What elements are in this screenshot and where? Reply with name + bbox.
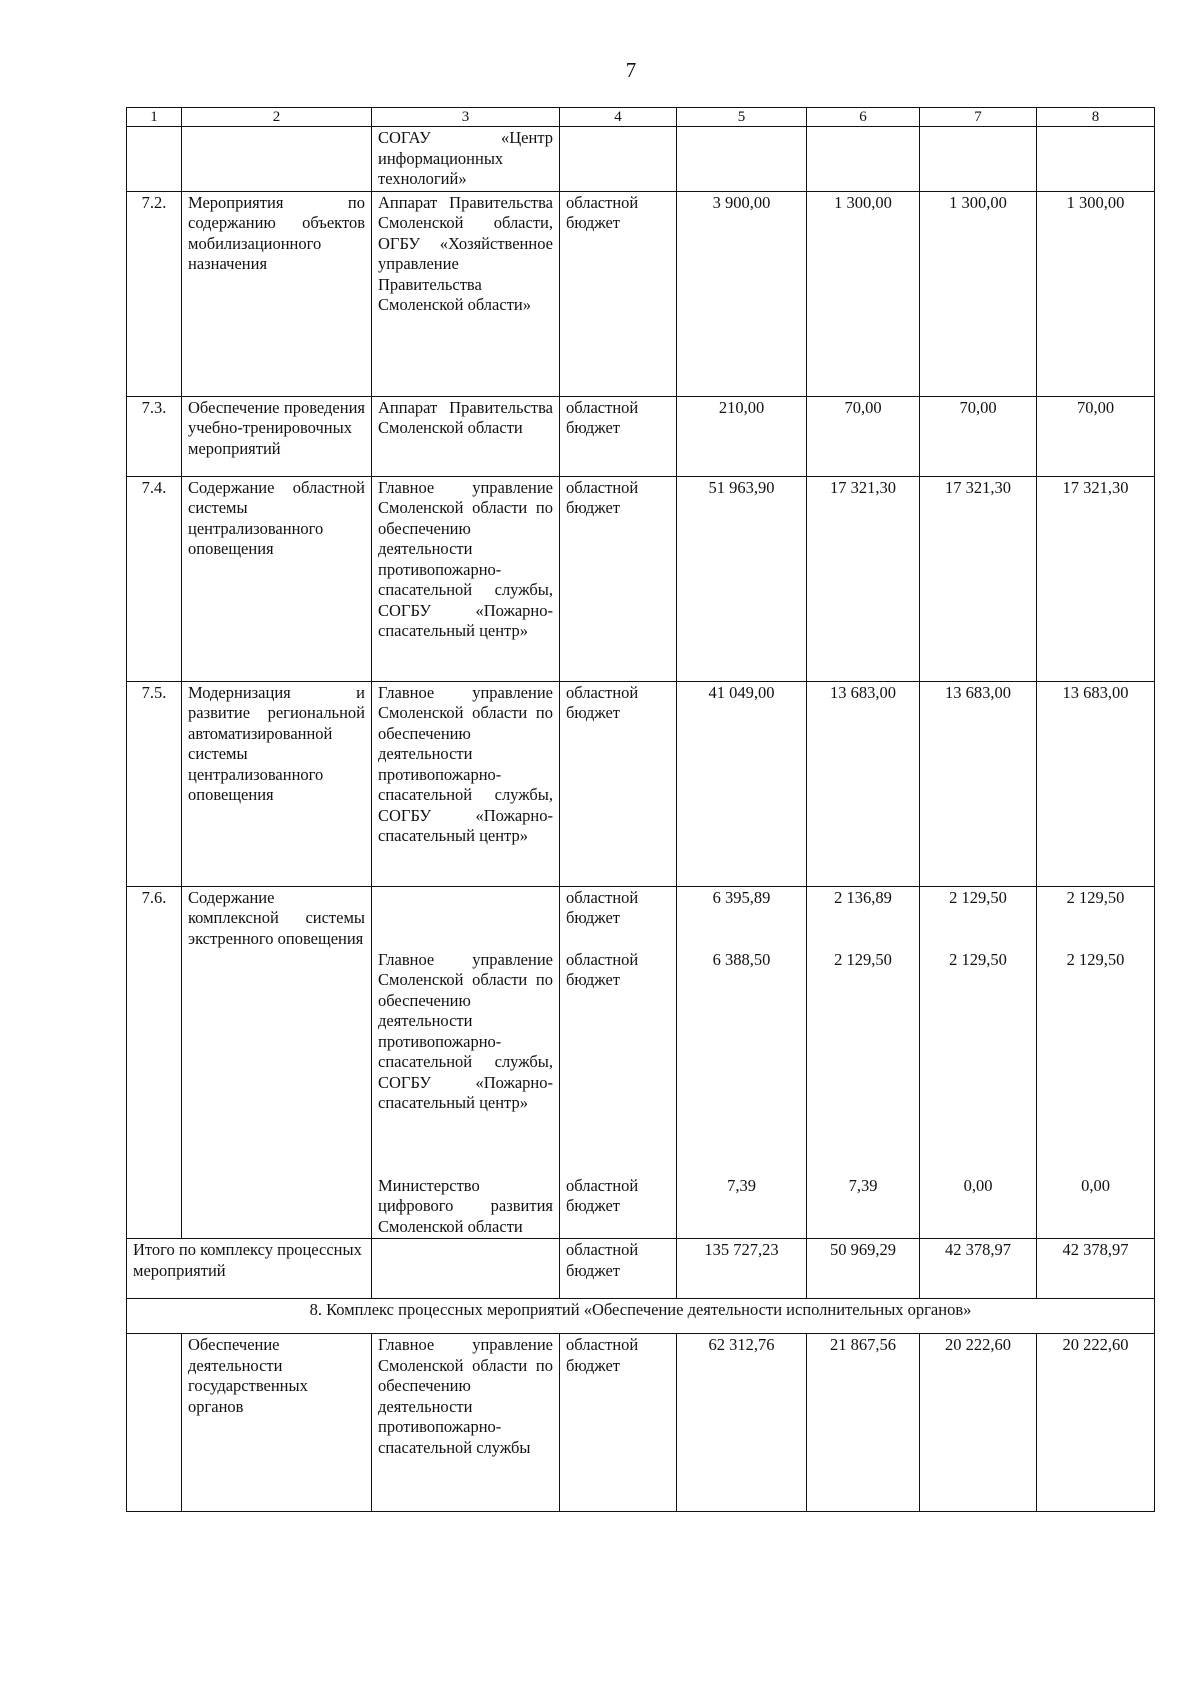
column-number-4: 4 (560, 108, 677, 127)
amount-year-3: 20 222,60 (1037, 1334, 1155, 1512)
executor-sub-1 (378, 888, 553, 950)
amount-year-2-sub-3: 0,00 (963, 1175, 993, 1195)
amount-year-2-sub-1: 2 129,50 (949, 887, 1007, 907)
amount-year-3: 17 321,30 (1037, 476, 1155, 681)
total-executor-empty (372, 1239, 560, 1299)
executor: Главное управление Смоленской области по обеспечению деятельности противопожарно-спасательной службы, СОГБУ «Пожарно-спасательный центр» (372, 476, 560, 681)
amount-year-1: 21 867,56 (807, 1334, 920, 1512)
activity-name: Содержание областной системы централизованного оповещения (182, 476, 372, 681)
column-number-2: 2 (182, 108, 372, 127)
funding-source-sub-2: областной бюджет (566, 949, 639, 989)
funding-source-sub-1: областной бюджет (566, 887, 639, 927)
table-row (127, 886, 1155, 1239)
amount-total: 41 049,00 (677, 681, 807, 886)
total-funding-source: областной бюджет (560, 1239, 677, 1299)
section-title: 8. Комплекс процессных мероприятий «Обеспечение деятельности исполнительных органов» (127, 1299, 1155, 1334)
amount-year-2 (920, 127, 1037, 192)
amount-year-1-sub-1: 2 136,89 (834, 887, 892, 907)
activity-name: Мероприятия по содержанию объектов мобилизационного назначения (182, 191, 372, 396)
amount-year-1: 17 321,30 (807, 476, 920, 681)
total-row (127, 1239, 1155, 1299)
amount-year-1-sub-3: 7,39 (848, 1175, 878, 1195)
amount-year-2: 17 321,30 (920, 476, 1037, 681)
column-number-6: 6 (807, 108, 920, 127)
amount-total: 62 312,76 (677, 1334, 807, 1512)
amount-total: 3 900,00 (677, 191, 807, 396)
amount-year-2: 70,00 (920, 396, 1037, 476)
row-number: 7.2. (127, 191, 182, 396)
column-number-1: 1 (127, 108, 182, 127)
executor-cell (372, 886, 560, 1239)
amount-year-1-cell (807, 886, 920, 1239)
table-row (127, 396, 1155, 476)
executor: СОГАУ «Центр информационных технологий» (372, 127, 560, 192)
amount-year-1 (807, 127, 920, 192)
amount-year-3-sub-3: 0,00 (1081, 1175, 1110, 1195)
total-year-1: 50 969,29 (807, 1239, 920, 1299)
funding-source: областной бюджет (560, 191, 677, 396)
section-heading-row (127, 1299, 1155, 1334)
executor: Аппарат Правительства Смоленской области, ОГБУ «Хозяйственное управление Правительства Смоленской области» (372, 191, 560, 396)
amount-year-3-cell (1037, 886, 1155, 1239)
funding-source: областной бюджет (560, 1334, 677, 1512)
executor-sub-2: Главное управление Смоленской области по обеспечению деятельности противопожарно-спасательной службы, СОГБУ «Пожарно-спасательный центр» (378, 949, 553, 1112)
activity-name: Содержание комплексной системы экстренного оповещения (182, 886, 372, 1239)
table-row (127, 191, 1155, 396)
row-number: 7.4. (127, 476, 182, 681)
amount-total (677, 127, 807, 192)
activity-name: Модернизация и развитие региональной автоматизированной системы централизованного оповещения (182, 681, 372, 886)
amount-year-2: 13 683,00 (920, 681, 1037, 886)
total-year-3: 42 378,97 (1037, 1239, 1155, 1299)
executor-sub-3: Министерство цифрового развития Смоленской области (378, 1175, 553, 1236)
activity-name (182, 127, 372, 192)
executor: Главное управление Смоленской области по обеспечению деятельности противопожарно-спасательной службы, СОГБУ «Пожарно-спасательный центр» (372, 681, 560, 886)
funding-source: областной бюджет (560, 681, 677, 886)
row-number: 7.5. (127, 681, 182, 886)
row-number: 7.6. (127, 886, 182, 1239)
funding-source (560, 127, 677, 192)
executor: Главное управление Смоленской области по обеспечению деятельности противопожарно-спасательной службы (372, 1334, 560, 1512)
funding-source: областной бюджет (560, 476, 677, 681)
amount-year-1: 13 683,00 (807, 681, 920, 886)
total-label: Итого по комплексу процессных мероприятий (127, 1239, 372, 1299)
amount-year-3-sub-2: 2 129,50 (1066, 949, 1125, 969)
funding-source: областной бюджет (560, 396, 677, 476)
funding-source-sub-3: областной бюджет (566, 1175, 639, 1215)
table-row (127, 127, 1155, 192)
amount-year-3 (1037, 127, 1155, 192)
amount-total-cell (677, 886, 807, 1239)
amount-year-2: 1 300,00 (920, 191, 1037, 396)
amount-year-1: 70,00 (807, 396, 920, 476)
amount-total-sub-3: 7,39 (727, 1175, 756, 1195)
amount-year-3: 13 683,00 (1037, 681, 1155, 886)
amount-total-sub-1: 6 395,89 (712, 887, 771, 907)
budget-table (126, 107, 1155, 1512)
funding-source-cell (560, 886, 677, 1239)
amount-total: 210,00 (677, 396, 807, 476)
activity-name: Обеспечение проведения учебно-тренировочных мероприятий (182, 396, 372, 476)
table-row (127, 681, 1155, 886)
column-number-8: 8 (1037, 108, 1155, 127)
amount-year-3-sub-1: 2 129,50 (1066, 887, 1125, 907)
row-number: 7.3. (127, 396, 182, 476)
column-number-5: 5 (677, 108, 807, 127)
row-number (127, 127, 182, 192)
table-row (127, 476, 1155, 681)
activity-name: Обеспечение деятельности государственных органов (182, 1334, 372, 1512)
amount-year-1-sub-2: 2 129,50 (834, 949, 892, 969)
executor: Аппарат Правительства Смоленской области (372, 396, 560, 476)
amount-year-2-cell (920, 886, 1037, 1239)
column-number-7: 7 (920, 108, 1037, 127)
amount-year-2: 20 222,60 (920, 1334, 1037, 1512)
amount-total: 51 963,90 (677, 476, 807, 681)
amount-year-2-sub-2: 2 129,50 (949, 949, 1007, 969)
column-number-3: 3 (372, 108, 560, 127)
amount-year-3: 70,00 (1037, 396, 1155, 476)
amount-year-1: 1 300,00 (807, 191, 920, 396)
amount-year-3: 1 300,00 (1037, 191, 1155, 396)
amount-total-sub-2: 6 388,50 (712, 949, 771, 969)
total-amount: 135 727,23 (677, 1239, 807, 1299)
table-row (127, 1334, 1155, 1512)
total-year-2: 42 378,97 (920, 1239, 1037, 1299)
row-number (127, 1334, 182, 1512)
column-number-row (127, 108, 1155, 127)
page-number: 7 (625, 58, 637, 82)
